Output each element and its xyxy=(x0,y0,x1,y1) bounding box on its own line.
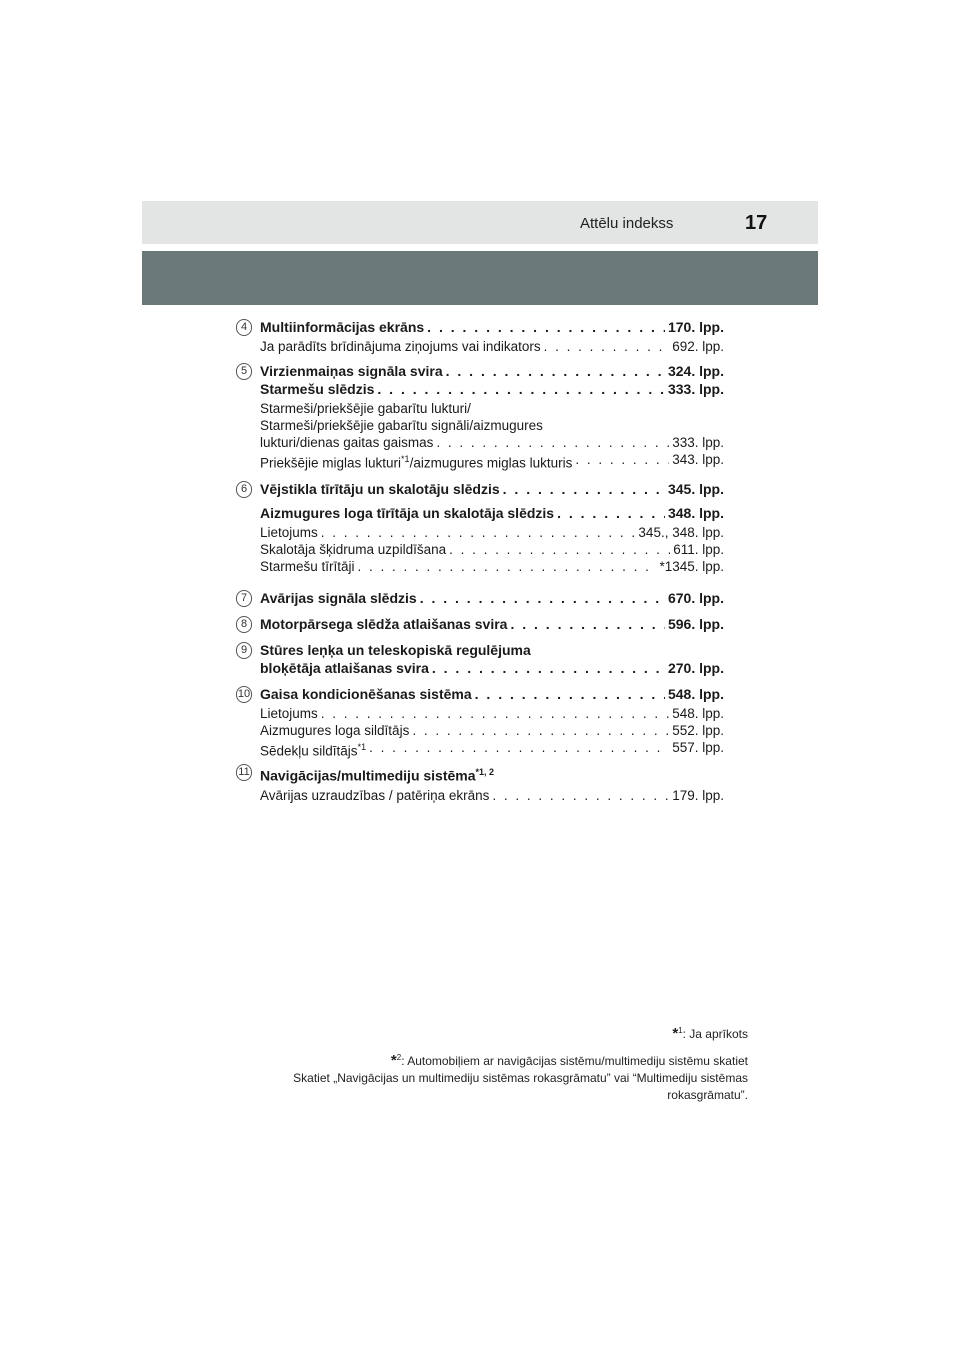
dot-leader xyxy=(492,787,669,804)
page-reference: 333. lpp. xyxy=(672,435,724,450)
page-reference: *1345. lpp. xyxy=(659,559,724,574)
item-number-badge: 6 xyxy=(236,481,252,498)
dot-leader xyxy=(475,685,665,703)
footnotes xyxy=(148,1022,748,1104)
index-line xyxy=(260,524,724,541)
dot-leader xyxy=(420,589,665,607)
index-line xyxy=(260,763,724,785)
line-text: Lietojums xyxy=(260,525,318,540)
dot-leader xyxy=(557,504,665,522)
item-number-badge: 11 xyxy=(236,764,252,781)
header-dark-band xyxy=(142,251,818,305)
dot-leader xyxy=(544,338,670,355)
dot-leader xyxy=(575,451,669,472)
dot-leader xyxy=(369,739,669,760)
page-reference: 345., 348. lpp. xyxy=(638,525,724,540)
index-line xyxy=(260,722,724,739)
dot-leader xyxy=(446,362,665,380)
index-line xyxy=(260,787,724,804)
dot-leader xyxy=(321,705,669,722)
index-line xyxy=(260,318,724,336)
dot-leader xyxy=(449,541,670,558)
page-reference: 557. lpp. xyxy=(672,740,724,755)
page-reference: 179. lpp. xyxy=(672,787,724,803)
footnote-2-line-2: Skatiet „Navigācijas un multimediju sistēmas rokasgrāmatu” vai “Multimediju sistēmas xyxy=(293,1071,748,1085)
page-reference: 611. lpp. xyxy=(673,542,724,557)
line-text: Aizmugures loga sildītājs xyxy=(260,723,410,738)
index-entry xyxy=(236,763,724,804)
index-line xyxy=(260,541,724,558)
item-number-badge: 5 xyxy=(236,363,252,380)
page-reference: 324. lpp. xyxy=(667,363,724,379)
line-text: Starmešu slēdzis xyxy=(260,381,375,397)
footnote-mark: *1 xyxy=(401,454,410,464)
dot-leader xyxy=(321,524,636,541)
index-line xyxy=(260,362,724,380)
index-line xyxy=(260,558,724,575)
line-text: Multiinformācijas ekrāns xyxy=(260,319,425,335)
footnote-mark: *1 xyxy=(357,742,367,752)
page-reference: 348. lpp. xyxy=(667,505,724,521)
item-number-badge: 8 xyxy=(236,616,252,633)
page-reference: 548. lpp. xyxy=(667,686,724,702)
index-line xyxy=(260,417,724,434)
dot-leader xyxy=(412,722,669,739)
page-reference: 170. lpp. xyxy=(667,319,724,335)
index-line xyxy=(260,705,724,722)
footnote-2: *$^2$: Automobiļiem ar navigācijas sistēmu/multimediju sistēmu skatiet xyxy=(390,1052,748,1069)
page-reference: 343. lpp. xyxy=(672,452,724,467)
dot-leader xyxy=(427,318,665,336)
page-reference: 596. lpp. xyxy=(667,616,724,632)
page-reference: 270. lpp. xyxy=(667,660,724,676)
line-text: Priekšējie miglas lukturi$^{*1}$/aizmugures miglas lukturis xyxy=(260,454,573,471)
dot-leader xyxy=(377,380,665,398)
item-number-badge: 9 xyxy=(236,642,252,659)
index-line xyxy=(260,380,724,398)
line-text: Virzienmaiņas signāla svira xyxy=(260,363,443,379)
line-text: Starmeši/priekšējie gabarītu lukturi/ xyxy=(260,401,471,416)
line-text: Gaisa kondicionēšanas sistēma xyxy=(260,686,472,702)
line-text: Starmeši/priekšējie gabarītu signāli/aizmugures xyxy=(260,418,543,433)
index-line xyxy=(260,641,724,659)
page-reference: 670. lpp. xyxy=(667,590,724,606)
dot-leader xyxy=(503,480,665,498)
line-text: Stūres leņķa un teleskopiskā regulējuma xyxy=(260,642,531,658)
footnote-1: *$^1$: Ja aprīkots xyxy=(672,1025,748,1042)
index-line xyxy=(260,589,724,607)
line-text: Skalotāja šķidruma uzpildīšana xyxy=(260,542,447,557)
index-line xyxy=(260,434,724,451)
page-reference: 552. lpp. xyxy=(672,723,724,738)
line-text: Starmešu tīrītāji xyxy=(260,559,355,574)
line-text: Vējstikla tīrītāju un skalotāju slēdzis xyxy=(260,481,500,497)
index-entry xyxy=(236,641,724,677)
index-line xyxy=(260,480,724,498)
section-title: Attēlu indekss xyxy=(580,215,674,232)
index-entry xyxy=(236,589,724,607)
line-text: lukturi/dienas gaitas gaismas xyxy=(260,435,434,450)
line-text: Motorpārsega slēdža atlaišanas svira xyxy=(260,616,508,632)
dot-leader xyxy=(358,558,657,575)
index-entry xyxy=(236,615,724,633)
index-entry xyxy=(236,362,724,472)
page-reference: 548. lpp. xyxy=(672,706,724,721)
index-entry xyxy=(236,318,724,355)
index-entry xyxy=(236,685,724,760)
header-light-band xyxy=(142,201,818,244)
index-line xyxy=(260,659,724,677)
index-line xyxy=(260,615,724,633)
page-reference: 692. lpp. xyxy=(672,339,724,354)
footnote-mark: *1, 2 xyxy=(475,767,495,777)
dot-leader xyxy=(436,434,669,451)
index-line xyxy=(260,739,724,760)
page-reference: 333. lpp. xyxy=(667,381,724,397)
page-number: 17 xyxy=(745,212,768,234)
index-line xyxy=(260,451,724,472)
line-text: Lietojums xyxy=(260,706,318,721)
footnote-2-line-3: rokasgrāmatu”. xyxy=(667,1088,748,1102)
line-text: bloķētāja atlaišanas svira xyxy=(260,660,429,676)
line-text: Sēdekļu sildītājs$^{*1}$ xyxy=(260,742,367,759)
line-text: Navigācijas/multimediju sistēma$^{*1, 2}$ xyxy=(260,767,495,784)
index-line xyxy=(260,504,724,522)
dot-leader xyxy=(432,659,665,677)
index-line xyxy=(260,400,724,417)
line-text: Avārijas signāla slēdzis xyxy=(260,590,417,606)
item-number-badge: 10 xyxy=(236,686,252,703)
index-line xyxy=(260,338,724,355)
item-number-badge: 7 xyxy=(236,590,252,607)
page-reference: 345. lpp. xyxy=(667,481,724,497)
item-number-badge: 4 xyxy=(236,319,252,336)
line-text: Ja parādīts brīdinājuma ziņojums vai indikators xyxy=(260,339,541,354)
dot-leader xyxy=(510,615,665,633)
line-text: Aizmugures loga tīrītāja un skalotāja slēdzis xyxy=(260,505,555,521)
index-line xyxy=(260,685,724,703)
index-entry xyxy=(236,480,724,575)
line-text: Avārijas uzraudzības / patēriņa ekrāns xyxy=(260,787,490,803)
